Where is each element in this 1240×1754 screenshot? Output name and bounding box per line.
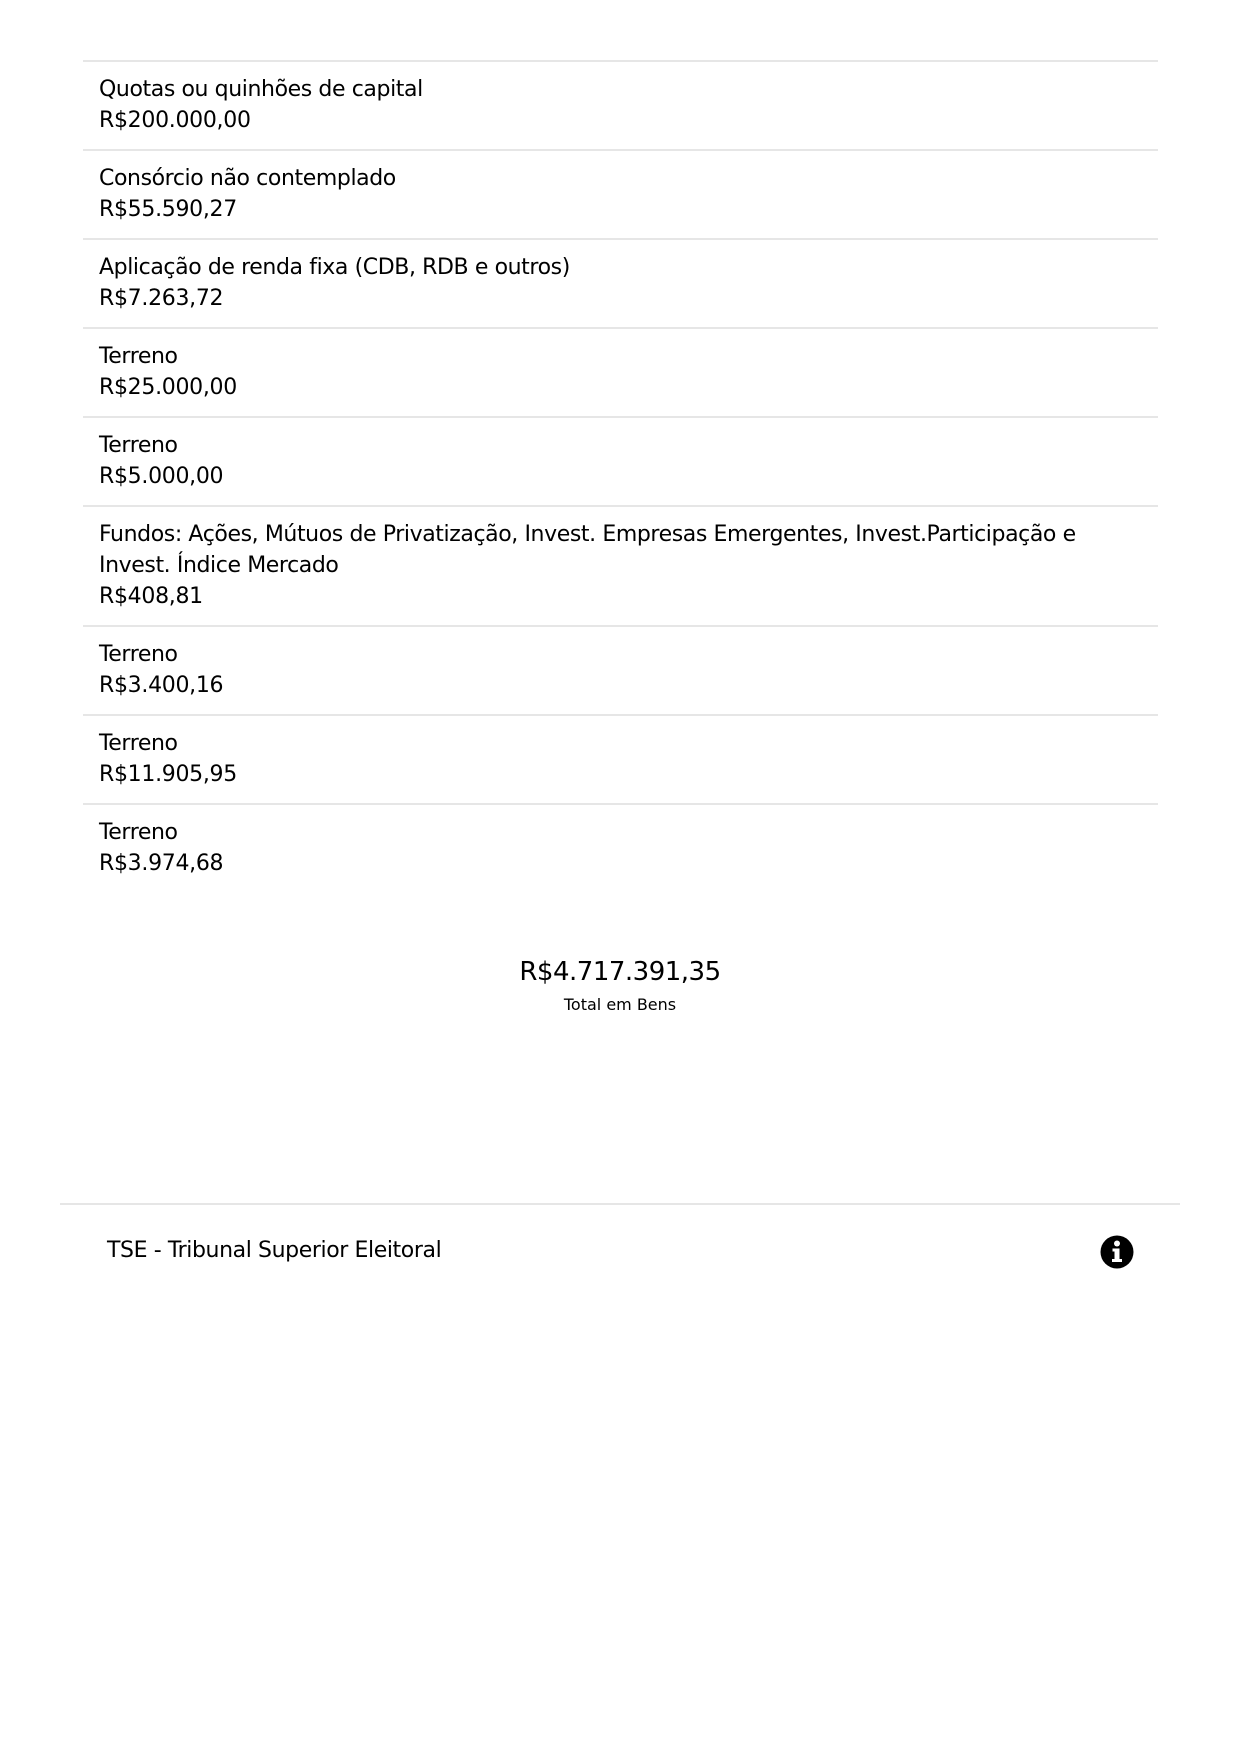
asset-value: R$5.000,00 [99, 464, 224, 489]
asset-name: Aplicação de renda fixa (CDB, RDB e outros) [99, 255, 570, 280]
asset-name: Terreno [99, 433, 178, 458]
asset-value: R$200.000,00 [99, 108, 251, 133]
list-item [83, 418, 1158, 507]
list-item [83, 329, 1158, 418]
asset-value: R$7.263,72 [99, 286, 224, 311]
asset-value: R$11.905,95 [99, 762, 237, 787]
asset-value: R$25.000,00 [99, 375, 237, 400]
list-item [83, 62, 1158, 151]
total-value: R$4.717.391,35 [519, 957, 721, 987]
asset-name: Consórcio não contemplado [99, 166, 396, 191]
asset-value: R$55.590,27 [99, 197, 237, 222]
footer-title: TSE - Tribunal Superior Eleitoral [107, 1238, 442, 1263]
asset-value: R$3.400,16 [99, 673, 224, 698]
list-item [83, 240, 1158, 329]
asset-name: Terreno [99, 642, 178, 667]
asset-name: Quotas ou quinhões de capital [99, 77, 423, 102]
list-item [83, 805, 1158, 892]
info-icon[interactable] [1100, 1235, 1134, 1269]
asset-name: Terreno [99, 344, 178, 369]
asset-list [83, 60, 1158, 892]
footer [60, 1203, 1180, 1305]
total-summary [0, 955, 1240, 1017]
list-item [83, 507, 1158, 627]
asset-value: R$408,81 [99, 584, 203, 609]
list-item [83, 716, 1158, 805]
asset-name: Terreno [99, 731, 178, 756]
list-item [83, 627, 1158, 716]
asset-name: Fundos: Ações, Mútuos de Privatização, Invest. Empresas Emergentes, Invest.Participação e Invest. Índice Mercado [99, 522, 1076, 578]
list-item [83, 151, 1158, 240]
asset-name: Terreno [99, 820, 178, 845]
asset-value: R$3.974,68 [99, 851, 224, 876]
total-label: Total em Bens [563, 995, 677, 1014]
